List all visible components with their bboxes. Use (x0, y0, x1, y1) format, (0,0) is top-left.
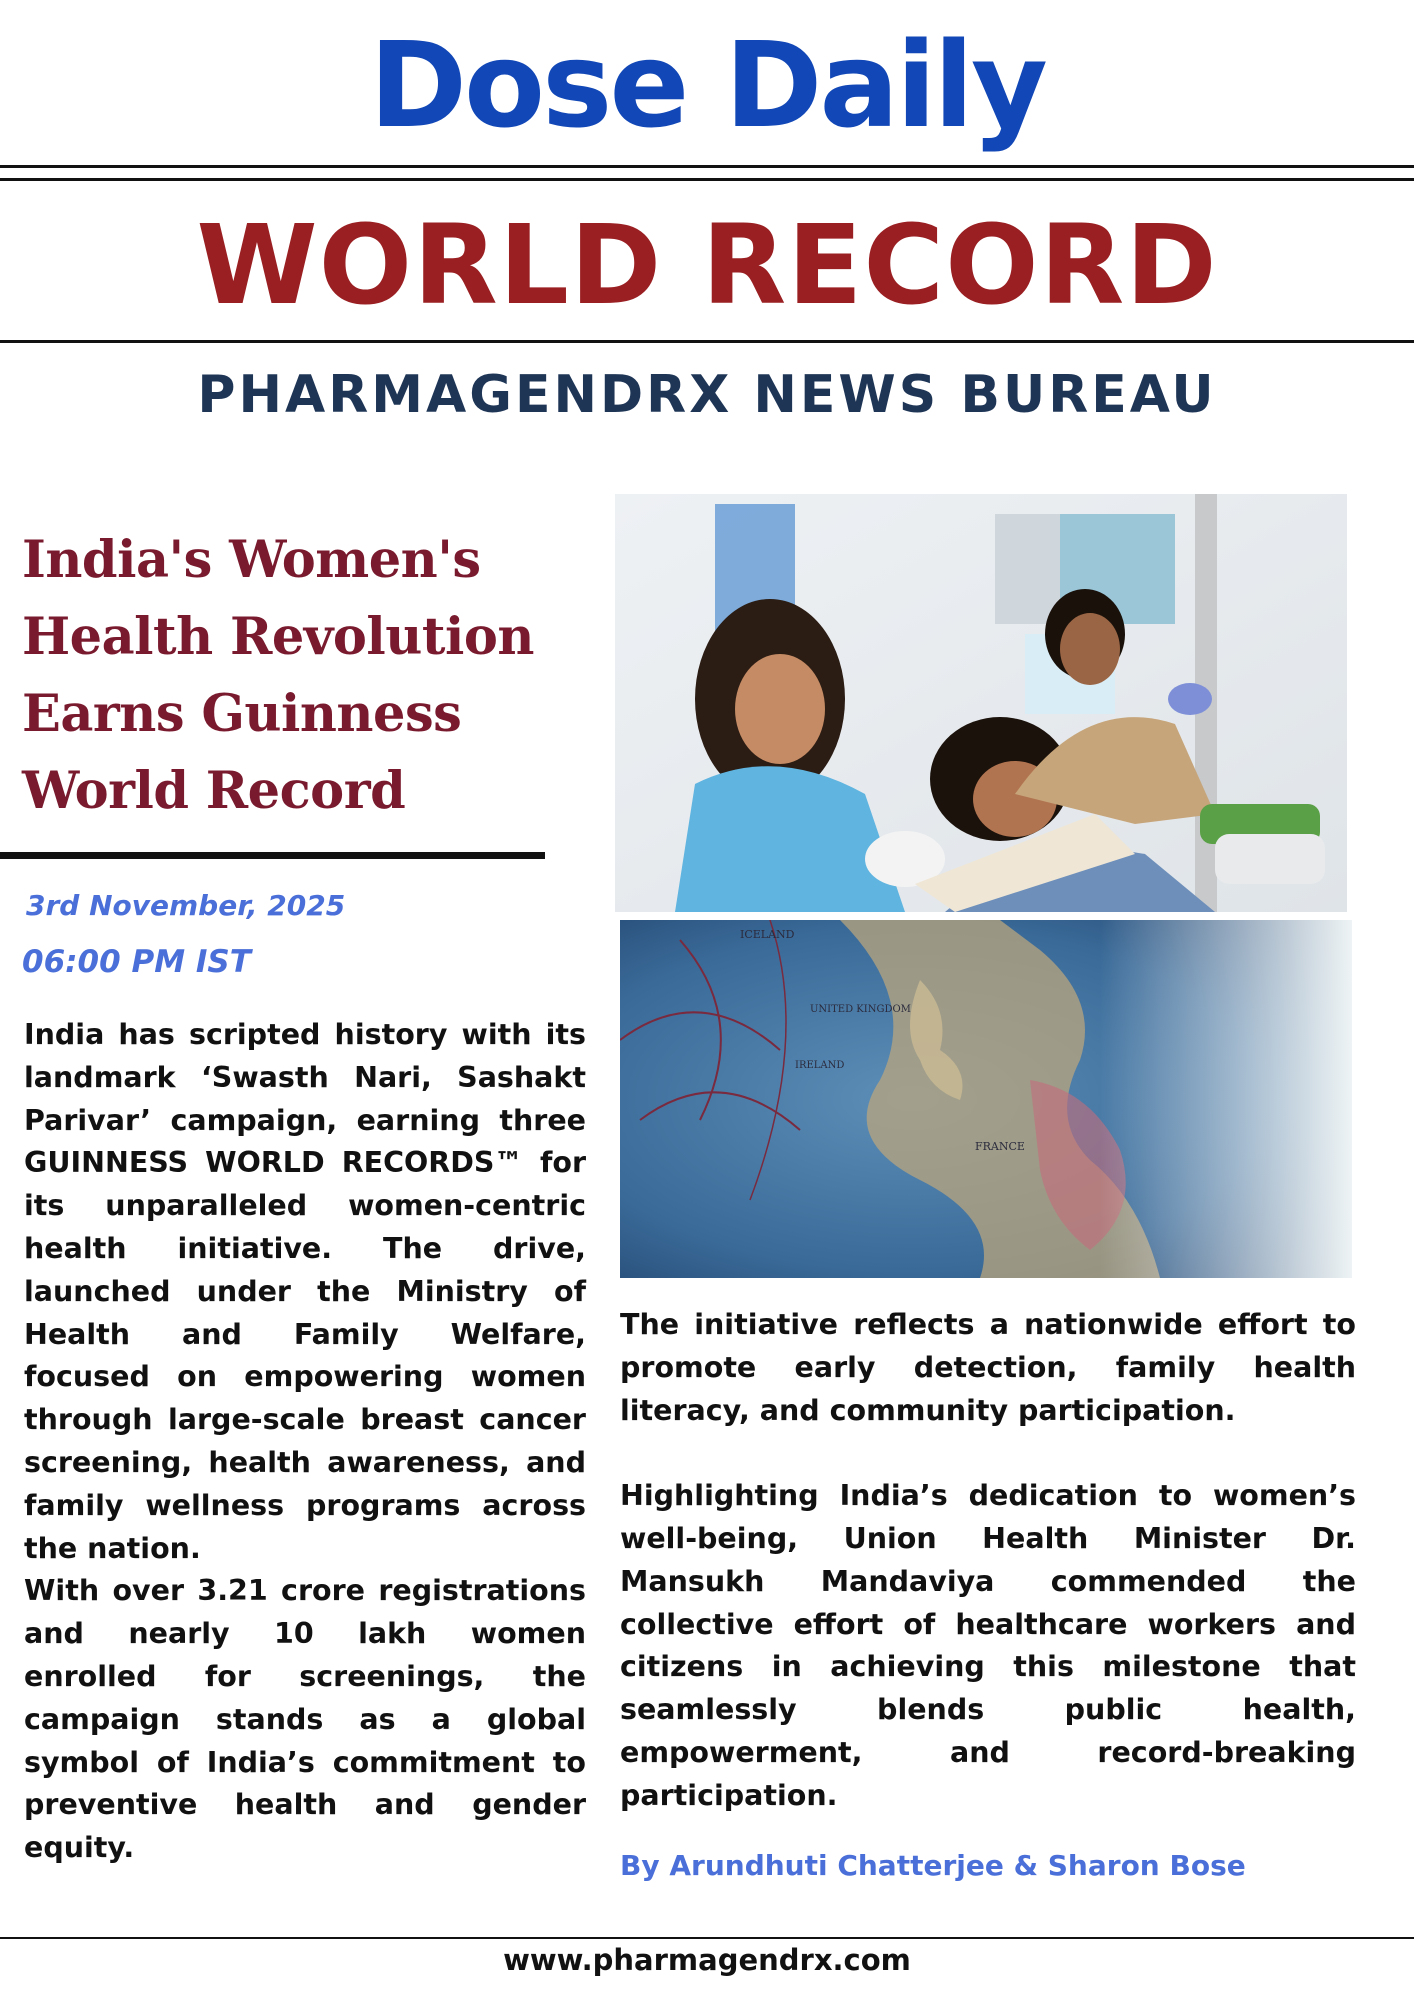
byline: By Arundhuti Chatterjee & Sharon Bose (620, 1849, 1246, 1882)
paragraph: Highlighting India’s dedication to women’s well-being, Union Health Minister Dr. Mansukh Mandaviya commended the collective effort of healthcare workers and citizens in achieving this milestone that seamlessly blends public health, empowerment, and record-breaking participation. (620, 1479, 1356, 1812)
paragraph: With over 3.21 crore registrations and nearly 10 lakh women enrolled for screenings, the campaign stands as a global symbol of India’s commitment to preventive health and gender equity. (24, 1574, 586, 1865)
map-label: UNITED KINGDOM (810, 1004, 911, 1015)
map-label: IRELAND (795, 1060, 845, 1071)
story-body-left (24, 1014, 586, 1870)
map-label: FRANCE (975, 1140, 1025, 1153)
globe-map-photo (620, 920, 1352, 1278)
headline: WORLD RECORD (196, 201, 1218, 329)
title-divider (0, 852, 545, 859)
headline-rule (0, 340, 1414, 343)
bureau-name: PHARMAGENDRX NEWS BUREAU (197, 365, 1217, 425)
story-date: 3rd November, 2025 (26, 889, 346, 922)
dental-clinic-photo (615, 494, 1347, 912)
story-time: 06:00 PM IST (22, 944, 251, 980)
story-body-right (620, 1304, 1356, 1818)
map-label: ICELAND (740, 928, 795, 941)
paragraph: India has scripted history with its landmark ‘Swasth Nari, Sashakt Parivar’ campaign, earning three GUINNESS WORLD RECORDS™ for its unparalleled women-centric health initiative. The drive, launched under the Ministry of Health and Family Welfare, focused on empowering women through large-scale breast cancer screening, health awareness, and family wellness programs across the nation. (24, 1018, 586, 1565)
story-title: India's Women's Health Revolution Earns Guinness World Record (22, 530, 534, 821)
masthead-title: Dose Daily (369, 16, 1045, 154)
footer-url[interactable]: www.pharmagendrx.com (503, 1943, 911, 1977)
masthead-rule-bottom (0, 178, 1414, 181)
masthead-rule-top (0, 165, 1414, 168)
footer-rule (0, 1937, 1414, 1939)
paragraph: The initiative reflects a nationwide effort to promote early detection, family health literacy, and community participation. (620, 1308, 1356, 1427)
